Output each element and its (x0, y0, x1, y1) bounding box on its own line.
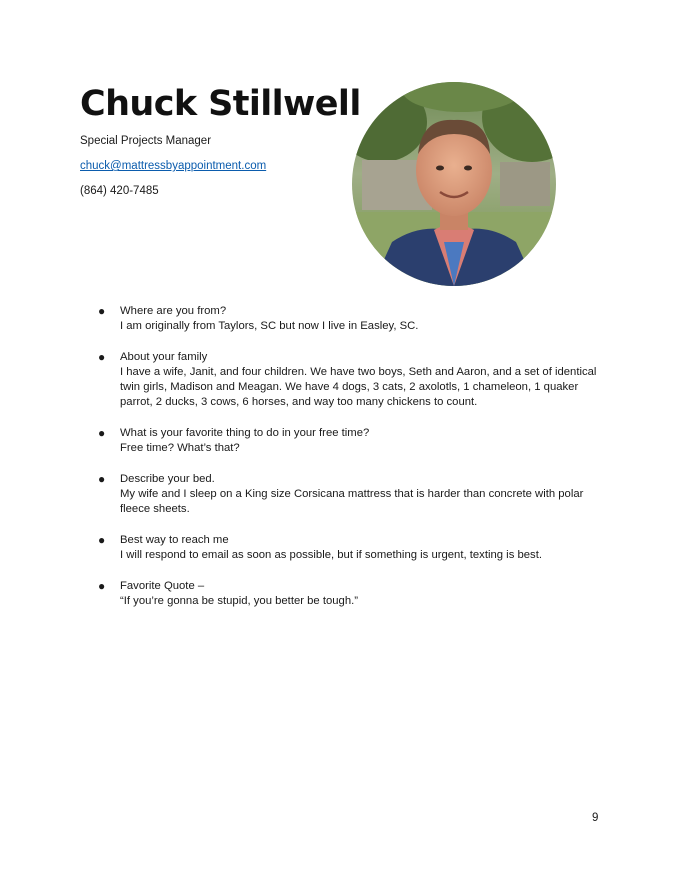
answer-text: Free time? What’s that? (120, 442, 240, 454)
profile-photo (352, 82, 556, 286)
question-text: What is your favorite thing to do in your free time? (120, 427, 370, 439)
list-item (98, 579, 610, 609)
list-item (98, 426, 610, 456)
email-link[interactable]: chuck@mattressbyappointment.com (80, 160, 267, 172)
list-item (98, 472, 610, 517)
page-number: 9 (592, 812, 599, 824)
list-item (98, 350, 610, 410)
question-text: About your family (120, 351, 208, 363)
bullet-icon: ● (98, 533, 106, 547)
bullet-icon: ● (98, 426, 106, 440)
list-item (98, 304, 610, 334)
bullet-icon: ● (98, 579, 106, 593)
answer-text: I am originally from Taylors, SC but now I live in Easley, SC. (120, 320, 419, 332)
answer-text: I will respond to email as soon as possible, but if something is urgent, texting is best. (120, 549, 542, 561)
person-name: Chuck Stillwell (80, 84, 361, 124)
list-item (98, 533, 610, 563)
question-text: Where are you from? (120, 305, 227, 317)
answer-text: “If you’re gonna be stupid, you better be tough.” (120, 595, 359, 607)
questions-list (98, 304, 610, 625)
bullet-icon: ● (98, 472, 106, 486)
phone-number: (864) 420-7485 (80, 185, 159, 197)
bullet-icon: ● (98, 350, 106, 364)
bullet-icon: ● (98, 304, 106, 318)
question-text: Describe your bed. (120, 473, 215, 485)
answer-text: I have a wife, Janit, and four children. We have two boys, Seth and Aaron, and a set of identical twin girls, Madison and Meagan. We have 4 dogs, 3 cats, 2 axolotls, 1 chameleon, 1 quaker parrot, 2 ducks, 3 cows, 6 horses, and way too many chickens to count. (120, 366, 597, 408)
job-title: Special Projects Manager (80, 135, 212, 147)
question-text: Favorite Quote – (120, 580, 205, 592)
answer-text: My wife and I sleep on a King size Corsicana mattress that is harder than concrete with polar fleece sheets. (120, 488, 584, 515)
question-text: Best way to reach me (120, 534, 229, 546)
